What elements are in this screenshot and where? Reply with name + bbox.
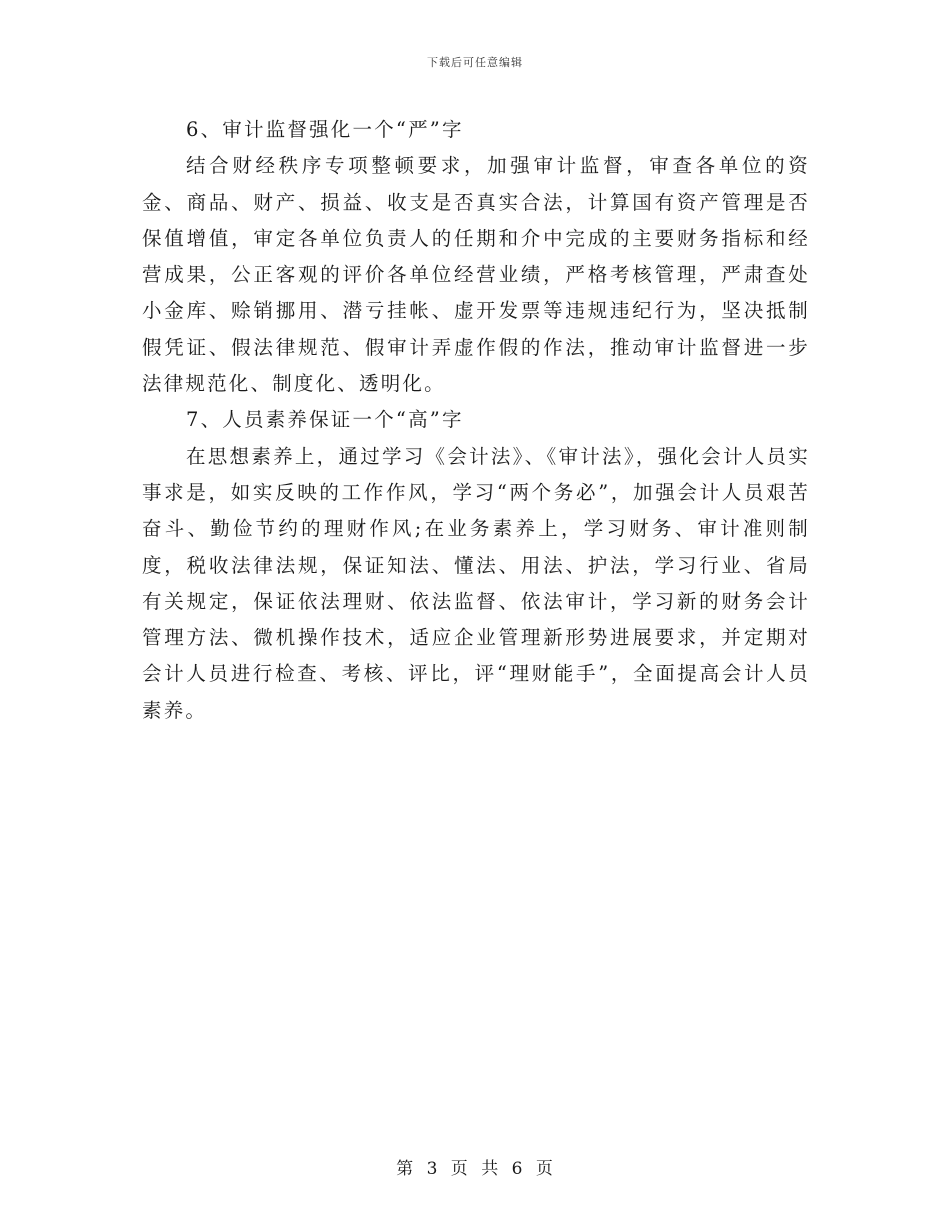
section-heading: 7、人员素养保证一个“高”字 (186, 408, 464, 432)
header-note: 下载后可任意编辑 (427, 56, 523, 69)
section-heading: 6、审计监督强化一个“严”字 (186, 118, 464, 141)
page-number-footer: 第 3 页 共 6 页 (396, 1159, 554, 1179)
section-paragraph: 结合财经秩序专项整顿要求，加强审计监督，审查各单位的资金、商品、财产、损益、收支是否真实合法，计算国有资产管理是否保值增值，审定各单位负责人的任期和介中完成的主要财务指标和经营成果，公正客观的评价各单位经营业绩，严格考核管理，严肃查处小金库、赊销挪用、潜亏挂帐、虚开发票等违规违纪行为，坚决抵制假凭证、假法律规范、假审计弄虚作假的作法，推动审计监督进一步法律规范化、制度化、透明化。 (142, 154, 810, 396)
section-paragraph: 在思想素养上，通过学习《会计法》、《审计法》，强化会计人员实事求是，如实反映的工作作风，学习“两个务必”，加强会计人员艰苦奋斗、勤俭节约的理财作风;在业务素养上，学习财务、审计准则制度，税收法律法规，保证知法、懂法、用法、护法，学习行业、省局有关规定，保证依法理财、依法监督、依法审计，学习新的财务会计管理方法、微机操作技术，适应企业管理新形势进展要求，并定期对会计人员进行检查、考核、评比，评“理财能手”，全面提高会计人员素养。 (142, 444, 810, 722)
document-body (142, 112, 810, 729)
